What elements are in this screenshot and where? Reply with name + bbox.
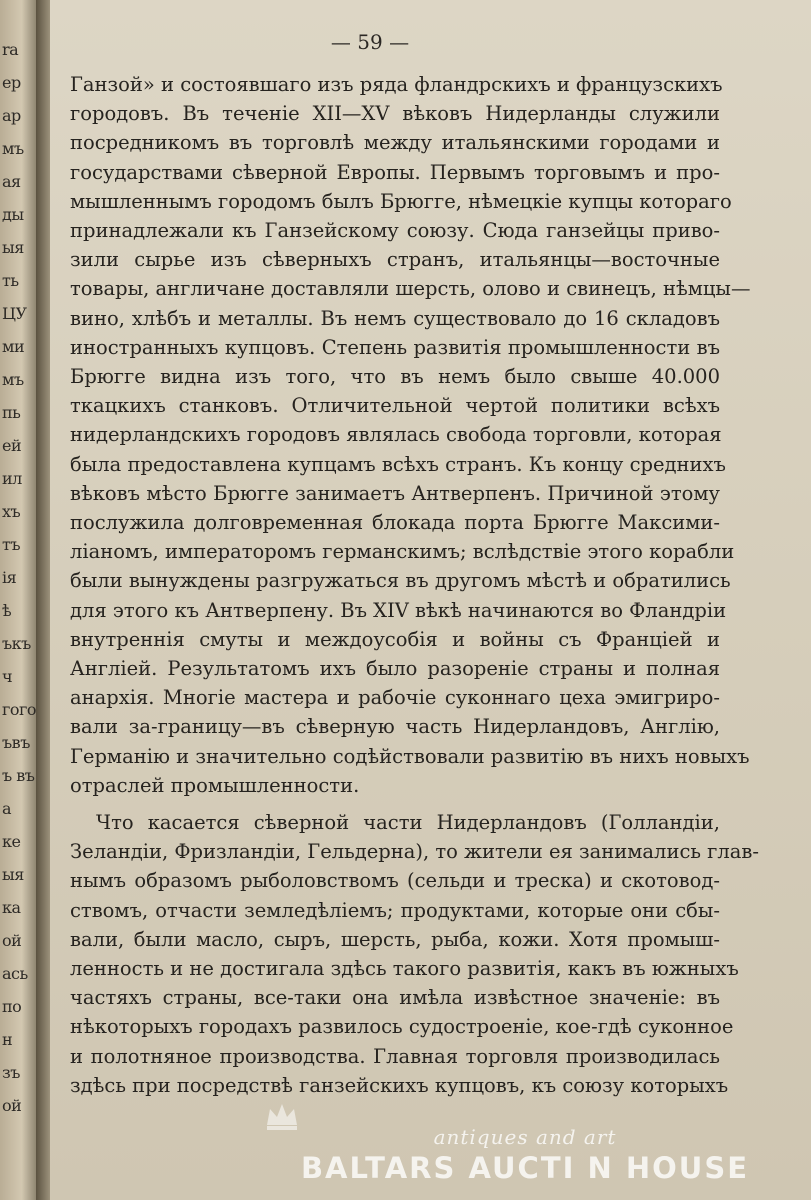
left-page-fragment: пь — [2, 403, 21, 422]
left-page-fragment: мъ — [2, 370, 24, 389]
text-line: Англіей. Результатомъ ихъ было разореніе страны и полная — [70, 657, 720, 680]
text-line: зили сырье изъ сѣверныхъ странъ, итальянцы—восточные — [70, 248, 720, 272]
text-line: принадлежали къ Ганзейскому союзу. Сюда ганзейцы приво- — [70, 219, 720, 242]
left-page-fragment: ѣ — [2, 601, 12, 620]
text-line: внутреннія смуты и междоусобія и войны съ Франціей и — [70, 627, 720, 651]
text-line: для этого къ Антверпену. Въ XIV вѣкѣ начинаются во Фландріи — [70, 598, 727, 622]
text-line: ствомъ, отчасти земледѣліемъ; продуктами, которые они сбы- — [70, 898, 720, 922]
text-line: анархія. Многіе мастера и рабочіе суконнаго цеха эмигриро- — [70, 686, 720, 710]
text-line: была предоставлена купцамъ всѣхъ странъ. Къ концу среднихъ — [70, 452, 726, 476]
left-page-fragment: хъ — [2, 502, 21, 521]
left-page-fragment: тъ — [2, 535, 21, 554]
left-page-fragment: ер — [2, 73, 21, 92]
text-line: Германію и значительно содѣйствовали развитію въ нихъ новыхъ — [70, 744, 750, 768]
left-page-fragment: мъ — [2, 139, 24, 158]
book-page — [50, 0, 811, 1200]
text-line: государствами сѣверной Европы. Первымъ торговымъ и про- — [70, 160, 720, 184]
left-page-fragment: ЦУ — [2, 304, 27, 323]
left-page-fragment: н — [2, 1030, 13, 1049]
left-page-fragment: ч — [2, 667, 13, 686]
text-line: отраслей промышленности. — [70, 773, 360, 797]
left-page-fragment: ка — [2, 898, 21, 917]
left-page-fragment: ми — [2, 337, 25, 356]
text-line: частяхъ страны, все-таки она имѣла извѣстное значеніе: въ — [70, 986, 720, 1010]
left-page-fragment: ой — [2, 931, 22, 950]
text-line: городовъ. Въ теченіе XII—XV вѣковъ Нидерланды служили — [70, 102, 720, 126]
left-page-fragment: ія — [2, 568, 17, 587]
text-line: ліаномъ, императоромъ германскимъ; вслѣдствіе этого корабли — [70, 540, 735, 564]
text-line: нѣкоторыхъ городахъ развилось судостроеніе, кое-гдѣ суконное — [70, 1015, 734, 1039]
left-page-fragment: ке — [2, 832, 21, 851]
text-line: Что касается сѣверной части Нидерландовъ (Голландіи, — [96, 811, 720, 834]
book-gutter — [36, 0, 50, 1200]
page-number: — 59 — — [330, 30, 410, 54]
left-page-fragment: гого — [2, 700, 36, 719]
text-line: вали за-границу—въ сѣверную часть Нидерландовъ, Англію, — [70, 715, 720, 739]
left-page-fragment: ая — [2, 172, 21, 191]
left-page-fragment: ил — [2, 469, 22, 488]
text-line: мышленнымъ городомъ былъ Брюгге, нѣмецкіе купцы котораго — [70, 189, 732, 213]
left-page-fragment: ъвъ — [2, 733, 30, 752]
text-line: вѣковъ мѣсто Брюгге занимаетъ Антверпенъ. Причиной этому — [70, 481, 720, 505]
auction-watermark — [290, 1125, 760, 1185]
left-page-fragment: ъкъ — [2, 634, 31, 653]
text-line: Брюгге видна изъ того, что въ немъ было свыше 40.000 — [70, 365, 720, 388]
text-line: послужила долговременная блокада порта Брюгге Максими- — [70, 511, 720, 534]
left-page-fragment: ra — [2, 40, 19, 59]
left-page-fragment: ыя — [2, 238, 24, 257]
text-line: иностранныхъ купцовъ. Степень развитія промышленности въ — [70, 335, 720, 359]
adjacent-page-edge — [0, 0, 36, 1200]
text-line: здѣсь при посредствѣ ганзейскихъ купцовъ, къ союзу которыхъ — [70, 1073, 729, 1097]
left-page-fragment: ap — [2, 106, 21, 125]
text-line: ленность и не достигала здѣсь такого развитія, какъ въ южныхъ — [70, 957, 739, 980]
watermark-name: BALTARS AUCTI N HOUSE — [300, 1151, 750, 1185]
left-page-fragment: зъ — [2, 1063, 20, 1082]
watermark-tagline: antiques and art — [433, 1125, 617, 1149]
text-line: товары, англичане доставляли шерсть, олово и свинецъ, нѣмцы— — [70, 277, 751, 301]
left-page-fragment: ой — [2, 1096, 22, 1115]
left-page-fragment: ей — [2, 436, 22, 455]
left-page-fragment: ды — [2, 205, 24, 224]
text-line: посредникомъ въ торговлѣ между итальянскими городами и — [70, 131, 720, 155]
left-page-fragment: ась — [2, 964, 28, 983]
left-page-fragment: ыя — [2, 865, 24, 884]
left-page-fragment: по — [2, 997, 22, 1016]
text-line: вали, были масло, сыръ, шерсть, рыба, кожи. Хотя промыш- — [70, 927, 720, 951]
left-page-fragment: ть — [2, 271, 19, 290]
text-line: ткацкихъ станковъ. Отличительной чертой политики всѣхъ — [70, 394, 720, 418]
text-line: нымъ образомъ рыболовствомъ (сельди и треска) и скотовод- — [70, 869, 720, 893]
text-line: Зеландіи, Фризландіи, Гельдерна), то жители ея занимались глав- — [70, 840, 759, 864]
left-page-fragment: а — [2, 799, 12, 818]
text-line: и полотняное производства. Главная торговля производилась — [70, 1044, 720, 1068]
text-line: нидерландскихъ городовъ являлась свобода торговли, которая — [70, 423, 722, 447]
text-line: вино, хлѣбъ и металлы. Въ немъ существовало до 16 складовъ — [70, 306, 720, 330]
left-page-fragment: ъ въ — [2, 766, 35, 785]
text-line: были вынуждены разгружаться въ другомъ мѣстѣ и обратились — [70, 569, 731, 593]
text-line: Ганзой» и состоявшаго изъ ряда фландрскихъ и французскихъ — [70, 73, 723, 96]
